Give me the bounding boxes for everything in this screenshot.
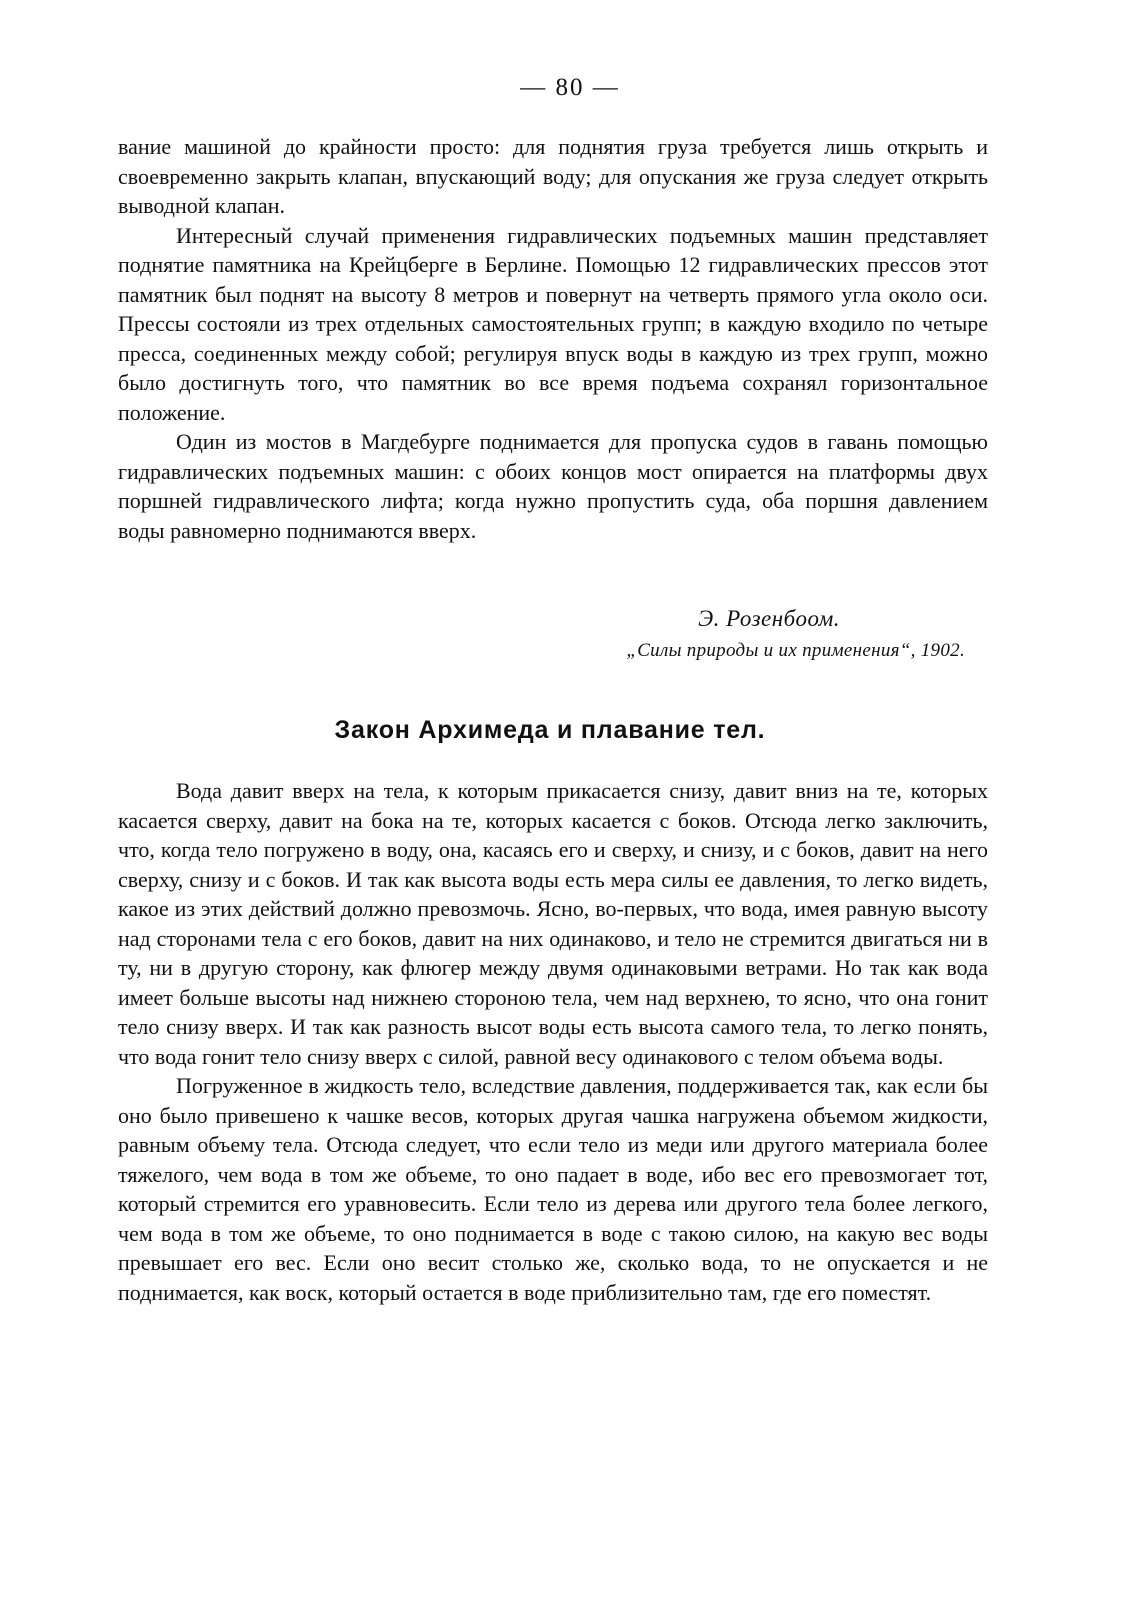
paragraph: Интересный случай применения гидравлических подъемных машин представляет поднятие памятника на Крейцберге в Берлине. Помощью 12 гидравлических прессов этот памятник был поднят на высоту 8 метров и повернут на четверть прямого угла около оси. Прессы состояли из трех отдельных самостоятельных групп; в каждую входило по четыре пресса, соединенных между собой; регулируя впуск воды в каждую из трех групп, можно было достигнуть того, что памятник во все время подъема сохранял горизонтальное положение.: [118, 222, 988, 425]
section-title: Закон Архимеда и плавание тел.: [334, 716, 766, 744]
bottom-text-block: [118, 776, 988, 1307]
top-text-block: [118, 132, 988, 545]
paragraph: Один из мостов в Магдебурге поднимается для пропуска судов в гавань помощью гидравлических подъемных машин: с обоих концов мост опирается на платформы двух поршней гидравлического лифта; когда нужно пропустить суда, оба поршня давлением воды равномерно поднимаются вверх.: [118, 429, 988, 543]
signature-author: Э. Розенбоом.: [698, 606, 840, 631]
signature-source: „Силы природы и их применения“, 1902.: [626, 640, 965, 661]
paragraph: Погруженное в жидкость тело, вследствие давления, поддерживается так, как если бы оно было привешено к чашке весов, которых другая чашка нагружена объемом жидкости, равным объему тела. Отсюда следует, что если тело из меди или другого материала более тяжелого, чем вода в том же объеме, то оно падает в воде, ибо вес его превозмогает тот, который стремится его уравновесить. Если тело из дерева или другого тела более легкого, чем вода в том же объеме, то оно поднимается в воде с такою силою, на какую вес воды превышает его вес. Если оно весит столько же, сколько вода, то не опускается и не поднимается, как воск, который остается в воде приблизительно там, где его поместят.: [118, 1073, 988, 1305]
paragraph: вание машиной до крайности просто: для поднятия груза требуется лишь открыть и своевременно закрыть клапан, впускающий воду; для опускания же груза следует открыть выводной клапан.: [118, 134, 988, 218]
page-number: — 80 —: [520, 74, 620, 101]
paragraph: Вода давит вверх на тела, к которым прикасается снизу, давит вниз на те, которых касается сверху, давит на бока на те, которых касается с боков. Отсюда легко заключить, что, когда тело погружено в воду, она, касаясь его и сверху, и снизу, и с боков, давит на него сверху, снизу и с боков. И так как высота воды есть мера силы ее давления, то легко видеть, какое из этих действий должно превозмочь. Ясно, во-первых, что вода, имея равную высоту над сторонами тела с его боков, давит на них одинаково, и тело не стремится двигаться ни в ту, ни в другую сторону, как флюгер между двумя одинаковыми ветрами. Но так как вода имеет больше высоты над нижнею стороною тела, чем над верхнею, то ясно, что она гонит тело снизу вверх. И так как разность высот воды есть высота самого тела, то легко понять, что вода гонит тело снизу вверх с силой, равной весу одинакового с телом объема воды.: [118, 778, 988, 1069]
